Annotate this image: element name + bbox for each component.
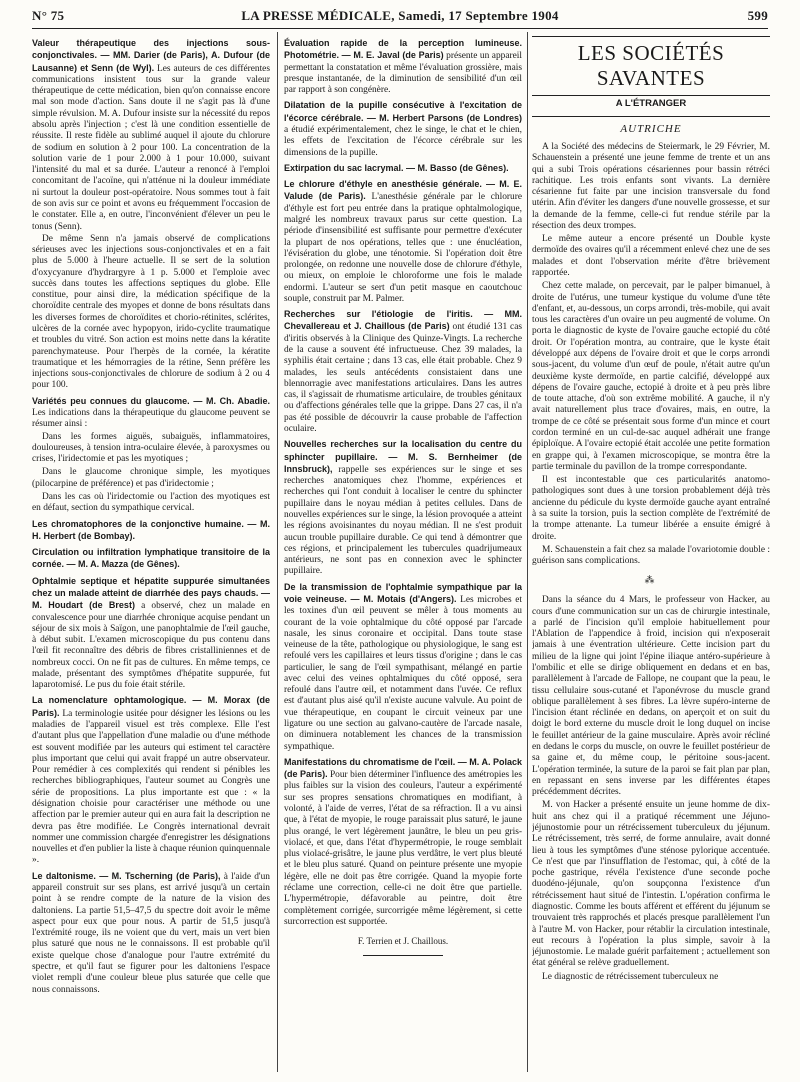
divider xyxy=(532,116,770,117)
article-title: Circulation ou infiltration lymphatique transitoire de la cornée. — M. A. Mazza (de Gênes). xyxy=(32,547,270,570)
paragraph: Chez cette malade, on percevait, par le palper bimanuel, à droite de l'utérus, une tumeur kystique du volume d'une tête d'enfant, et, au-dessous, un corps arrondi, très-mobile, qui avait tous les caractères d'un ovaire un peu augmenté de volume. On porta le diagnostic de kyste de l'ovaire gauche ectopié du côté droit. Or l'opération montra, au contraire, que le kyste était développé aux dépens de l'ovaire droit et que le corps arrondi sous-jacent, du volume d'un œuf de poule, n'était autre qu'un deuxième kyste dermoïde, en partie calcifié, développé aux dépens de l'ovaire gauche, ectopié à droite et à peu près libre de toute attache, d'où son extrême mobilité. A gauche, il n'y avait naturellement plus trace d'ovaires, mais, en outre, la trompe de ce côté se présentait sous forme d'un mince et court cordon terminé en un cul-de-sac auquel adhérait une frange épiploïque. A l'ovaire ectopié était accolée une petite formation en grappe qui, à l'examen microscopique, se montra être la partie terminale du pavillon de la trompe correspondante. xyxy=(532,281,770,472)
paragraph: Dans la séance du 4 Mars, le professeur von Hacker, au cours d'une communication sur un cas de chirurgie intestinale, a parlé de l'incision qu'il emploie habituellement pour l'Ablation de l'appendice à froid, incision qui n'exposerait jamais à une éventration ultérieure. Cette incision part du milieu de la ligne qui joint l'épine iliaque antéro-supérieure à l'ombilic et elle se dirige obliquement en dedans et en bas, parallèlement à l'arcade de Fallope, ne coupant que la peau, le tissu cellulaire sous-cutané et l'aponévrose du muscle grand oblique parallèlement à ses fibres. La lèvre supéro-interne de l'incision étant réclinée en dedans, on aperçoit et on suit du doigt le bord externe du muscle droit le long duquel on incise le feuillet antérieur de la gaine musculaire. Après avoir récliné en dedans le corps du muscle, on ouvre le feuillet postérieur de sa gaine et, du même coup, le péritoine sous-jacent. L'opération terminée, la suture de la paroi se fait plan par plan, en repassant en sens inverse par les différentes étapes précédemment décrites. xyxy=(532,595,770,798)
article-body: a étudié expérimentalement, chez le singe, le chat et le chien, les effets de l'excitation de l'écorce cérébrale sur les dimensions de la pupille. xyxy=(284,124,522,158)
article-title: Manifestations du chromatisme de l'œil. — M. A. Polack (de Paris). xyxy=(284,756,522,780)
article-body: à l'aide d'un appareil construit sur ses plans, est arrivé jusqu'à un certain point à se rendre compte de la nature de la vision des daltoniens. La partie 51,5–47,5 du spectre doit avoir le même aspect pour eux que pour nous. A partir de 51,5 jusqu'à l'extrémité rouge, ils ne voient que du vert, mais un vert bien plus saturé que nous ne le connaissons. Il est probable qu'il existe quelque chose d'analogue pour l'autre extrémité du spectre, et qu'il faut se figurer pour les daltoniens l'espace violet rempli d'une couleur bleue plus saturée que celle que nous connaissons. xyxy=(32,871,270,995)
article-title: Extirpation du sac lacrymal. — M. Basso (de Gênes). xyxy=(284,162,509,173)
article-body: Les auteurs de ces différentes communications insistent tous sur la grande valeur thérapeutique de cette médication, bien qu'on connaisse encore mal son mode d'action. Sans doute il ne s'agit pas là d'une simple révulsion. M. A. Dufour insiste sur la nécessité du repos absolu après l'injection ; c'est là une condition essentielle de réussite. Il reste fidèle au sublimé auquel il ajoute du chlorure de sodium en solution à 2 pour 100. La concentration de la solution varie de 1 pour 2.000 à 1 pour 10.000, suivant l'intensité du mal et sa durée. L'auteur a renoncé à l'emploi concomitant de l'acoïne, qui n'atténue ni la douleur immédiate ni surtout la douleur post-opératoire. Nous sommes tout à fait de son avis sur ce point et avons eu fréquemment l'occasion de le constater. Elle a, en outre, l'inconvénient d'élever un peu le tonus (Senn). xyxy=(32,63,270,232)
article-entry xyxy=(284,582,522,753)
article-title: Recherches sur l'étiologie de l'iritis. — MM. Chevallereau et J. Chaillous (de Paris) xyxy=(284,309,522,332)
article-title: Évaluation rapide de la perception lumineuse. Photométrie. — M. E. Javal (de Paris) xyxy=(284,38,522,61)
article-body: rappelle ses expériences sur le singe et ses recherches anatomiques chez l'homme, expériences et recherches qui l'ont conduit à localiser le centre du sphincter pupillaire dans le noyau médian à petites cellules. Dans de nouvelles expériences sur le singe, la lésion provoquée a atteint les régions avoisinantes du noyau médian. Il ne s'est produit aucun trouble pupillaire durable. Ce qui tend à démontrer que ces régions, et principalement les tubercules quadrijumeaux antérieurs, ne sont pas en connexion avec le sphincter pupillaire. xyxy=(284,464,522,577)
paragraph: M. von Hacker a présenté ensuite un jeune homme de dix-huit ans chez qui il a pratiqué récemment une Jéjuno-jéjunostomie pour un rétrécissement tuberculeux du jéjunum. Le rétrécissement, très serré, de forme annulaire, avait donné lieu à tous les symptômes d'une sténose pylorique accentuée. Ce n'est que par l'insufflation de l'estomac, qui, à côté de la poche gastrique, révéla l'existence d'une seconde poche duodéno-jéjunale, qu'on soupçonna l'existence d'un rétrécissement haut situé de l'intestin. L'opération confirma le diagnostic. Comme les bouts afférent et efférent du jéjunum se trouvaient très rapprochés et placés presque parallèlement l'un à l'autre M. von Hacker, pour rétablir la circulation intestinale, eut recours à l'opération la plus simple, savoir à la jéjunostomie. Le malade guérit parfaitement ; actuellement son état général se relève graduellement. xyxy=(532,800,770,969)
page-number: 599 xyxy=(747,8,768,23)
article-title: Ophtalmie septique et hépatite suppurée simultanées chez un malade atteint de diarrhée des pays chauds. — M. Houdart (de Brest) xyxy=(32,575,270,611)
article-entry xyxy=(284,38,522,96)
article-title: La nomenclature ophtamologique. — M. Morax (de Paris). xyxy=(32,695,270,718)
article-entry xyxy=(32,547,270,572)
article-entry xyxy=(284,309,522,435)
article-body: Les indications dans la thérapeutique du glaucome peuvent se résumer ainsi : xyxy=(32,408,270,430)
article-body: Pour bien déterminer l'influence des amétropies les plus faibles sur la vision des couleurs, l'auteur a expérimenté sur ses propres sensations chromatiques en modifiant, à volonté, à l'aide de verres, l'état de sa réfraction. Il a vu ainsi que, à l'état de myopie, le rouge paraissait plus saturé, le jaune plus orangé, le vert légèrement jaunâtre, le bleu un peu gris-violacé, et que, dans l'état d'hypermétropie, le rouge semblait plus violacé-grisâtre, le jaune plus verdâtre, le vert plus bleuté et le bleu plus saturé. Quand on peinture présente une myopie légère, elle ne doit pas être corrigée. Quand la myopie forte réclame une correction, celle-ci ne doit être que partielle. L'hypermétropie, défavorable au peintre, doit être complètement corrigée, surcorrigée même légèrement, si cette surcorrection est supportée. xyxy=(284,770,522,927)
paragraph: Dans les cas où l'iridectomie ou l'action des myotiques est en défaut, section du sympathique cervical. xyxy=(32,491,270,514)
column-2 xyxy=(284,34,522,1074)
article-title: De la transmission de l'ophtalmie sympathique par la voie veineuse. — M. Motais (d'Angers). xyxy=(284,581,522,604)
journal-title: LA PRESSE MÉDICALE, Samedi, 17 Septembre 1904 xyxy=(241,8,559,23)
column-1 xyxy=(32,34,270,1074)
article-title: Valeur thérapeutique des injections sous-conjonctivales. — MM. Darier (de Paris), A. Dufour (de Lausanne) et Senn (de Wyl). xyxy=(32,38,270,73)
section-subheading: A L'ÉTRANGER xyxy=(615,98,687,110)
article-entry xyxy=(284,179,522,305)
article-entry xyxy=(32,519,270,544)
article-entry xyxy=(284,439,522,577)
section-separator: ⁂ xyxy=(644,575,658,587)
article-entry xyxy=(284,163,522,175)
article-signature: F. Terrien et J. Chaillous. xyxy=(357,936,449,947)
article-title: Le daltonisme. — M. Tscherning (de Paris), xyxy=(32,870,221,881)
article-title: Variétés peu connues du glaucome. — M. Ch. Abadie. xyxy=(32,395,270,406)
column-divider xyxy=(527,32,528,1072)
article-body: ont étudié 131 cas d'iritis observés à la Clinique des Quinze-Vingts. La recherche de la cause a souvent été infructueuse. Chez 39 malades, la syphilis était certaine ; dans 13 cas, elle était probable. Chez 9 malades, les seuls antécédents consistaient dans une blennorragie avec manifestations articulaires. Dans les autres cas, il s'agissait de rhumatisme articulaire, de troubles génitaux ou d'affections générales telle que la grippe. Dans 27 cas, il n'a pas été possible de découvrir la cause probable de l'affection oculaire. xyxy=(284,322,522,434)
article-entry xyxy=(32,695,270,866)
paragraph: De même Senn n'a jamais observé de complications sérieuses avec les injections sous-conjonctivales et en a fait plus de 5.000 à l'heure actuelle. Il se sert de la solution d'oxycyanure d'hydrargyre à 1 p. 5.000 et l'emploie avec succès dans toutes les affections septiques du globe. Elle constitue, pour ainsi dire, la médication spécifique de la choroïdite centrale des myopes et donne de bons résultats dans les diverses formes de choroïdites et chorio-rétinites, sclérites, ulcères de la cornée avec hypopyon, irido-cyclite traumatique et troubles du vitré. Son action est moins nette dans la kératite parenchymateuse. Pour l'herpès de la cornée, la kératite traumatique et les hémorragies de la rétine, Senn préfère les injections sous-conjonctivales de chlorure de sodium à 2 ou 4 pour 100. xyxy=(32,233,270,391)
article-body: La terminologie usitée pour désigner les lésions ou les maladies de l'appareil visuel est très complexe. Elle l'est d'autant plus que l'appellation d'une maladie ou d'une méthode est souvent modifiée par les auteurs qui estiment tel caractère plus important que celui qui avait frappé un autre observateur. Pour remédier à ces complexités qui rendent si pénibles les recherches bibliographiques, l'auteur soumet au Congrès une série de propositions. La plus importante est que : « la désignation choisie pour caractériser une méthode ou une affection par le premier auteur qui en aura fait la description ne devra pas être modifiée. Le Congrès international devrait nommer une commission chargée d'enregistrer les désignations nouvelles et d'en publier la liste à chaque réunion quinquennale ». xyxy=(32,708,270,866)
article-entry xyxy=(284,100,522,158)
article-title: Les chromatophores de la conjonctive humaine. — M. H. Herbert (de Bombay). xyxy=(32,518,270,541)
article-entry xyxy=(284,757,522,928)
paragraph: Le même auteur a encore présenté un Double kyste dermoïde des ovaires qu'il a récemment enlevé chez une de ses malades et dont l'observation mérite d'être brièvement rapportée. xyxy=(532,234,770,279)
section-heading: LES SOCIÉTÉS SAVANTES xyxy=(532,36,770,96)
article-title: Nouvelles recherches sur la localisation du centre du sphincter pupillaire. — M. S. Bernheimer (de Innsbruck), xyxy=(284,439,522,474)
article-title: Le chlorure d'éthyle en anesthésie générale. — M. E. Valude (de Paris). xyxy=(284,179,522,202)
column-divider xyxy=(277,32,278,1072)
article-title: Dilatation de la pupille consécutive à l'excitation de l'écorce cérébrale. — M. Herbert Parsons (de Londres) xyxy=(284,100,522,123)
paragraph: A la Société des médecins de Steiermark, le 29 Février, M. Schauenstein a présenté une jeune femme de trente et un ans qui a subi Trois opérations césariennes pour bassin rétréci rachitique. Les trois enfants sont vivants. La dernière césarienne fut faite par une incision transversale du fond utérin. Afin d'éviter les dangers d'une nouvelle grossesse, et sur la demande de la femme, celle-ci fut rendue stérile par la résection des deux trompes. xyxy=(532,141,770,231)
article-body: L'anesthésie générale par le chlorure d'éthyle est fort peu entrée dans la pratique ophtalmologique, malgré les nombreux travaux parus sur cette question. La période d'insensibilité est suffisante pour permettre d'exécuter la plupart de nos opérations, telles que : une énucléation, l'évisération du globe, une ténotomie. Si l'opération doit être prolongée, on redonne une nouvelle dose de chlorure d'éthyle, ou mieux, on emploie le chloroforme une fois le malade endormi. L'auteur se sert d'un petit masque en caoutchouc souple, construit par M. Palmer. xyxy=(284,192,522,304)
article-body: présente un appareil permettant la constatation et même l'évaluation grossière, mais presque instantanée, de la diminution de sensibilité d'un œil par rapport à son congénère. xyxy=(284,51,522,96)
paragraph: Le diagnostic de rétrécissement tuberculeux ne xyxy=(542,971,719,982)
article-body: Les microbes et les toxines d'un œil peuvent se mêler à tous moments au courant de la voie ophtalmique du côté opposé par l'arcade nasale, les sinus coronaire et occipital. Dans toute stase veineuse de la tête, pathologique ou physiologique, le sang est refoulé vers les capillaires et leurs tissus d'origine ; dans le cas particulier, le sang de l'œil sympathisant, mélangé en partie avec celui des veines ophtalmiques du côté opposé, sera refoulé dans l'autre œil, et notamment dans l'uvée. Ce reflux est d'autant plus aisé qu'il n'existe aucune valvule. Au point de vue thérapeutique, en coupant le circuit veineux par une ligature ou une section au galvano-cautère de l'arcade nasale, on diminuera notablement les chances de la transmission sympathique. xyxy=(284,594,522,752)
country-heading: AUTRICHE xyxy=(620,122,682,135)
paragraph: M. Schauenstein a fait chez sa malade l'ovariotomie double : guérison sans complications. xyxy=(532,544,770,567)
paragraph: Dans les formes aiguës, subaiguës, inflammatoires, douloureuses, à tension intra-oculaire élevée, à paroxysmes ou crises, l'iridectomie et pas les myotiques ; xyxy=(32,431,270,465)
paragraph: Il est incontestable que ces particularités anatomo-pathologiques sont dues à une torsion probablement déjà très ancienne du pédicule du kyste dermoïde gauche ayant entraîné à sa suite la torsion, puis la section complète de l'extrémité de la trompe attenante. La tumeur libérée a ensuite émigré à droite. xyxy=(532,475,770,542)
end-rule xyxy=(363,955,443,956)
article-entry xyxy=(32,396,270,431)
article-entry xyxy=(32,871,270,996)
article-entry xyxy=(32,38,270,233)
column-3 xyxy=(532,34,770,1074)
issue-number: N° 75 xyxy=(32,8,65,23)
article-entry xyxy=(32,576,270,692)
article-body: a observé, chez un malade en convalescence pour une diarrhée chronique acquise pendant un séjour de six mois à Saïgon, une panophtalmie de l'œil gauche, à début subit. L'examen microscopique du pus contenu dans l'œil fit reconnaître des débris de fibres cristalliniennes et de nombreux cocci. On ne fit pas de cultures. En même temps, ce malade, présentant des symptômes d'hépatite suppurée, fut laparotomisé. Le pus du foie était stérile. xyxy=(32,601,270,691)
page-header xyxy=(32,6,768,29)
paragraph: Dans le glaucome chronique simple, les myotiques (pilocarpine de préférence) et pas d'iridectomie ; xyxy=(32,467,270,489)
